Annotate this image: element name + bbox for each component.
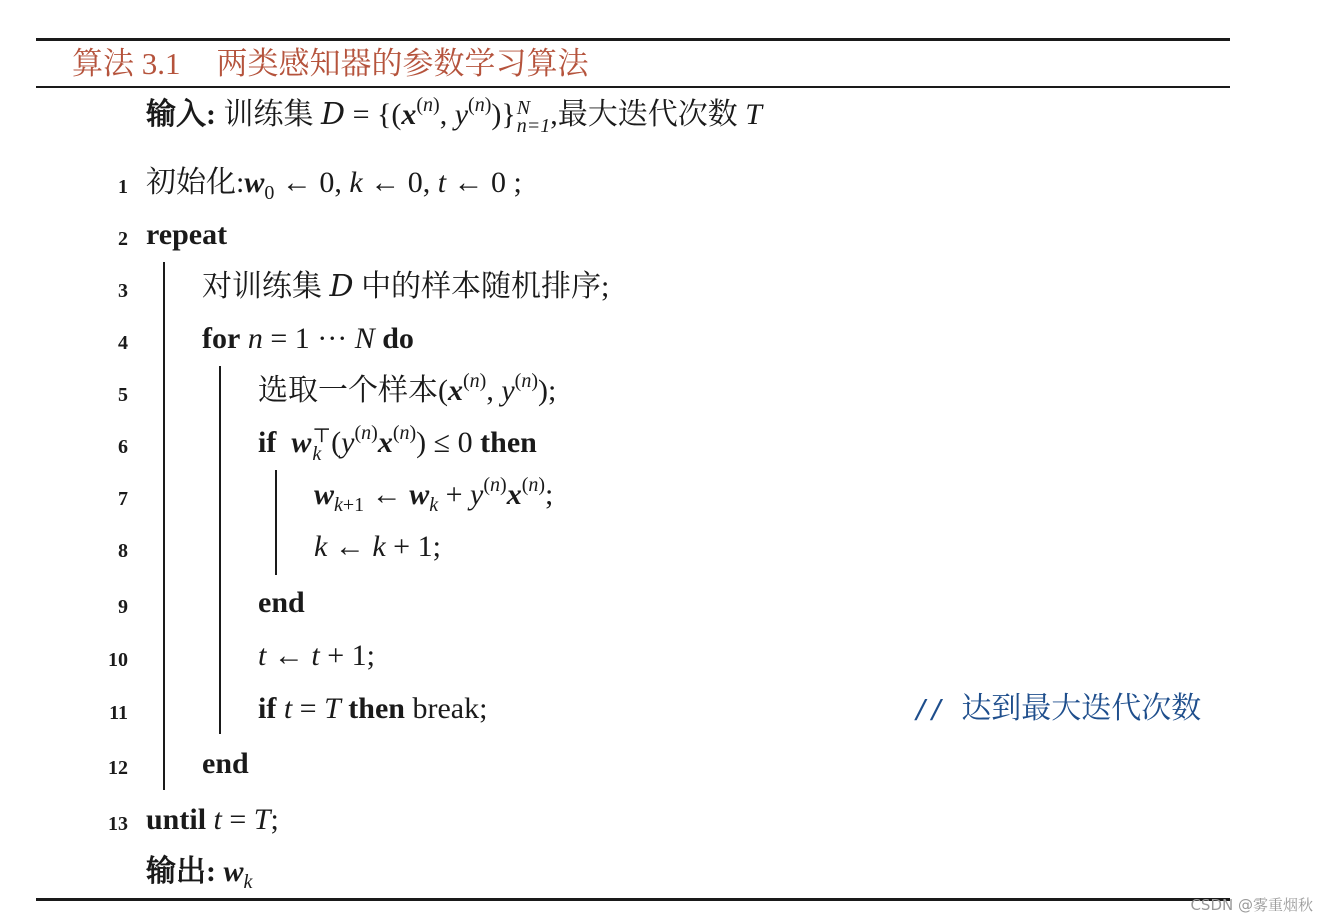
line-number-8: 8 (118, 540, 128, 562)
if-block-bar (275, 470, 277, 575)
input-math: $D = \{(x^{(n)}$, $y^{(n)}$)} N n=1 (321, 94, 551, 138)
line-6 (258, 422, 537, 466)
line-number-1: 1 (118, 176, 128, 198)
output-math: $w_k$ (223, 855, 253, 893)
line-number-9: 9 (118, 596, 128, 618)
update-w-math: $w_{k+1}$ ← $w_k + y^{(n)}x^{(n)}$; (314, 474, 554, 516)
bottom-rule (36, 898, 1230, 901)
init-math: $w_0$ ← 0, k ← 0, t ← 0 ; (244, 166, 522, 204)
line-number-2: 2 (118, 228, 128, 250)
line-number-4: 4 (118, 332, 128, 354)
line-13 (146, 800, 279, 840)
do-keyword: do (382, 322, 414, 355)
select-text: 选取一个样本 (258, 374, 438, 407)
input-text: 训练集 (223, 98, 314, 131)
title-rule (36, 86, 1230, 88)
line-7 (314, 475, 553, 515)
watermark: CSDN @雾重烟秋 (1190, 896, 1313, 914)
repeat-block-bar (163, 262, 165, 790)
dataset-symbol: D (329, 269, 354, 304)
line-number-10: 10 (108, 649, 128, 671)
init-label: 初始化: (146, 166, 245, 199)
condition-math: w ⊤ k $(y^{(n)}x^{(n)}) \le 0$ (291, 422, 473, 466)
line-10 (258, 636, 375, 676)
then-keyword: then (480, 426, 537, 459)
line-3 (202, 267, 609, 307)
update-k-math: k ← k + 1; (314, 530, 441, 563)
until-keyword: until (146, 803, 207, 836)
line-number-6: 6 (118, 436, 128, 458)
line-number-12: 12 (108, 757, 128, 779)
then-keyword-2: then (348, 692, 405, 725)
output-line (146, 852, 252, 892)
comment (914, 689, 1201, 729)
algorithm-title (72, 44, 589, 84)
end-for-keyword: end (202, 747, 249, 780)
repeat-keyword: repeat (146, 218, 228, 251)
update-t-math: t ← t + 1; (258, 639, 375, 672)
comment-text: 达到最大迭代次数 (961, 692, 1202, 725)
line-number-13: 13 (108, 813, 128, 835)
line-number-5: 5 (118, 384, 128, 406)
line-8 (314, 527, 441, 567)
break-text: break; (412, 692, 488, 725)
if-keyword: if (258, 426, 277, 459)
line-number-3: 3 (118, 280, 128, 302)
algorithm-number: 算法 3.1 (72, 46, 181, 81)
end-if-keyword: end (258, 586, 305, 619)
comment-slashes: // (914, 695, 946, 725)
line-number-7: 7 (118, 488, 128, 510)
input-label: 输入: (146, 98, 216, 131)
line-4 (202, 319, 414, 359)
shuffle-post: 中的样本随机排序; (361, 270, 610, 303)
sample-math: ($x^{(n)}$, $y^{(n)}$); (438, 370, 557, 407)
input-T: T (745, 98, 762, 131)
input-line (146, 94, 762, 138)
for-keyword: for (202, 322, 241, 355)
line-11 (258, 689, 487, 729)
top-rule (36, 38, 1230, 41)
line-number-11: 11 (109, 702, 128, 724)
break-condition-math: t = T (283, 692, 341, 725)
for-math: n = 1 ··· N (247, 322, 375, 355)
algorithm-name: 两类感知器的参数学习算法 (216, 46, 589, 81)
line-5 (258, 371, 556, 411)
until-math: t = T; (213, 803, 279, 836)
input-suffix: ,最大迭代次数 (550, 98, 738, 131)
if-keyword-2: if (258, 692, 277, 725)
line-1 (146, 163, 522, 203)
shuffle-pre: 对训练集 (202, 270, 322, 303)
output-label: 输出: (146, 855, 216, 888)
for-block-bar (219, 366, 221, 734)
